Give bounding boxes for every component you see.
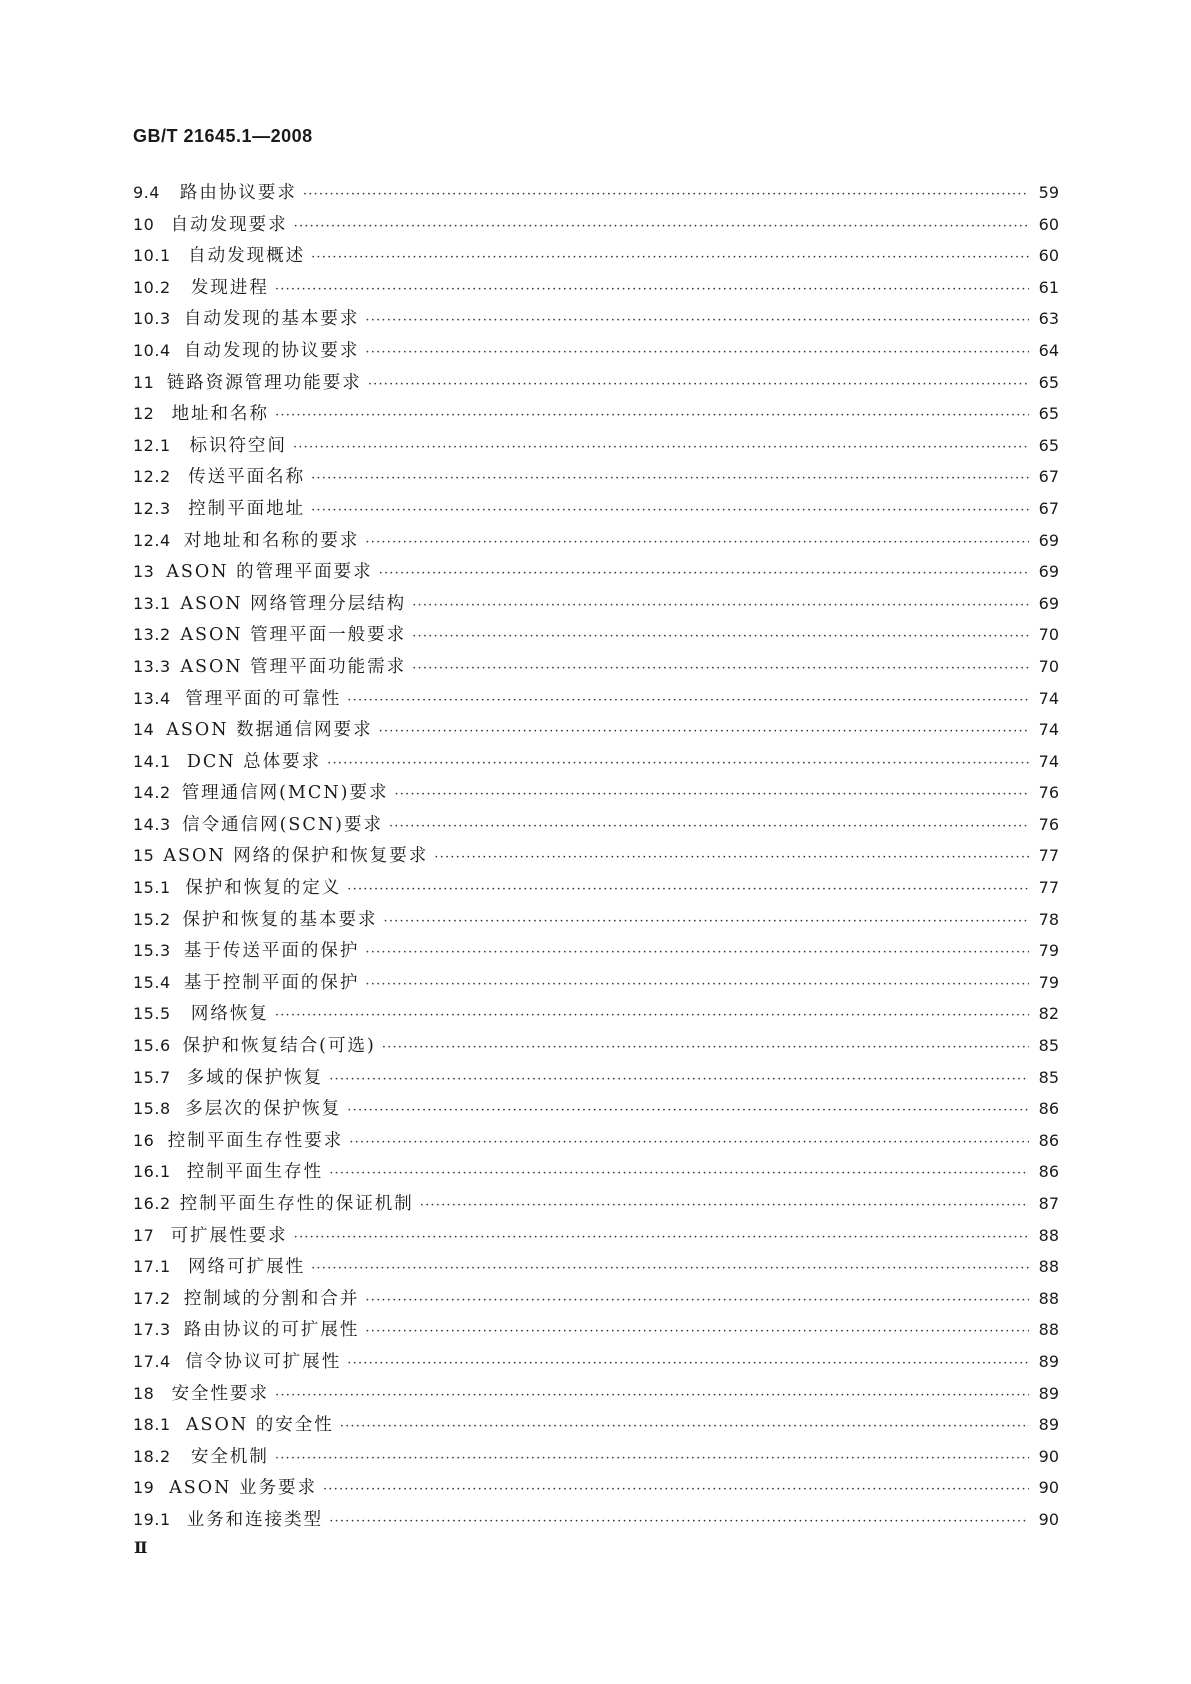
toc-entry[interactable] [133,842,1059,874]
toc-dot-leader [311,503,1029,518]
toc-dot-leader [275,282,1029,297]
toc-entry-page: 87 [1038,1194,1059,1213]
toc-entry-title: 保护和恢复的基本要求 [182,909,378,930]
toc-entry-title: 地址和名称 [171,404,270,425]
toc-entry[interactable] [133,1411,1059,1443]
toc-entry-title: 安全性要求 [171,1383,270,1404]
toc-entry[interactable] [133,1285,1059,1317]
toc-dot-leader [412,661,1029,676]
toc-entry-title: 链路资源管理功能要求 [166,372,362,393]
toc-entry-page: 69 [1038,593,1059,613]
toc-entry-number: 18.2 [133,1446,171,1466]
toc-entry-title: 标识符空间 [189,435,287,456]
toc-dot-leader [379,566,1029,581]
toc-entry-page: 88 [1038,1225,1059,1245]
toc-entry[interactable] [133,242,1059,274]
toc-entry-number: 10.4 [133,340,171,360]
toc-entry-page: 89 [1038,1383,1059,1403]
toc-entry-number: 14.2 [133,783,171,803]
toc-entry-number: 18.1 [133,1415,171,1435]
toc-entry[interactable] [133,874,1059,906]
toc-entry-number: 15.5 [133,1004,171,1024]
toc-dot-leader [275,408,1029,423]
toc-entry-title: ASON 的安全性 [185,1415,334,1436]
toc-dot-leader [382,1040,1029,1055]
toc-entry-page: 74 [1038,751,1059,771]
toc-entry[interactable] [133,1380,1059,1412]
toc-entry-title: 自动发现概述 [188,246,306,267]
toc-entry[interactable] [133,1222,1059,1254]
toc-entry-number: 10.1 [133,246,171,266]
toc-entry[interactable] [133,748,1059,780]
toc-entry-page: 60 [1038,214,1059,234]
toc-entry-number: 14 [133,720,155,740]
toc-entry-page: 78 [1038,909,1059,929]
toc-dot-leader [329,1514,1029,1529]
toc-dot-leader [412,598,1029,613]
toc-dot-leader [347,1103,1029,1118]
toc-entry-number: 9.4 [133,183,160,202]
toc-entry[interactable] [133,274,1059,306]
toc-entry[interactable] [133,590,1059,622]
toc-entry-title: 控制平面生存性 [186,1162,324,1183]
toc-entry-number: 15.2 [133,909,171,929]
toc-entry-page: 86 [1038,1099,1059,1119]
toc-entry-number: 15 [133,846,155,866]
toc-entry-page: 67 [1038,498,1059,518]
toc-dot-leader [327,756,1029,771]
toc-dot-leader [303,187,1029,202]
toc-entry[interactable] [133,906,1059,938]
toc-entry-number: 17 [133,1225,155,1245]
toc-entry-number: 13 [133,562,155,582]
toc-dot-leader [389,819,1029,834]
toc-dot-leader [365,945,1029,960]
toc-entry-page: 88 [1038,1288,1059,1308]
toc-entry[interactable] [133,1253,1059,1285]
toc-entry-number: 15.3 [133,941,171,961]
toc-entry[interactable] [133,337,1059,369]
toc-entry[interactable] [133,1158,1059,1190]
toc-entry-title: 信令通信网(SCN)要求 [182,814,383,835]
toc-entry-page: 89 [1038,1415,1059,1435]
toc-entry-title: ASON 网络管理分层结构 [180,593,407,614]
toc-entry[interactable] [133,305,1059,337]
toc-entry-page: 63 [1038,309,1059,329]
toc-entry-title: 控制域的分割和合并 [183,1288,360,1309]
toc-entry[interactable] [133,1474,1059,1506]
toc-entry-title: ASON 的管理平面要求 [166,562,373,583]
toc-entry[interactable] [133,1190,1059,1222]
toc-dot-leader [275,1388,1029,1403]
toc-dot-leader [365,977,1029,992]
toc-dot-leader [349,1135,1029,1150]
toc-entry-page: 64 [1038,340,1059,360]
toc-entry-number: 17.3 [133,1320,171,1340]
toc-entry-title: 管理平面的可靠性 [185,688,342,709]
toc-entry-title: 业务和连接类型 [186,1509,324,1530]
toc-entry-page: 89 [1038,1351,1059,1371]
toc-entry[interactable] [133,369,1059,401]
toc-entry-page: 77 [1038,878,1059,898]
toc-dot-leader [365,1324,1029,1339]
toc-entry-number: 17.1 [133,1257,171,1277]
toc-entry-page: 69 [1038,562,1059,582]
toc-entry-title: ASON 管理平面功能需求 [180,656,407,677]
toc-entry-page: 65 [1038,372,1059,392]
toc-entry-title: 安全机制 [190,1446,269,1467]
toc-entry-title: 网络可扩展性 [188,1257,306,1278]
toc-entry-title: 控制平面生存性要求 [167,1130,344,1151]
toc-entry-title: 自动发现的协议要求 [183,340,360,361]
toc-entry[interactable] [133,1506,1059,1538]
toc-dot-leader [412,629,1029,644]
toc-entry[interactable] [133,969,1059,1001]
toc-dot-leader [340,1419,1029,1434]
toc-entry-page: 67 [1038,467,1059,487]
toc-entry-title: ASON 管理平面一般要求 [180,625,407,646]
toc-entry-number: 16 [133,1130,155,1150]
toc-entry-page: 88 [1038,1257,1059,1277]
toc-entry-title: 可扩展性要求 [170,1225,288,1246]
toc-entry[interactable] [133,527,1059,559]
toc-entry[interactable] [133,1032,1059,1064]
toc-dot-leader [311,250,1029,265]
toc-entry-page: 82 [1038,1004,1059,1024]
toc-dot-leader [368,377,1029,392]
toc-entry-number: 15.1 [133,878,171,898]
toc-entry[interactable] [133,1127,1059,1159]
toc-entry-page: 79 [1038,972,1059,992]
toc-entry-number: 19 [133,1478,155,1498]
toc-entry-page: 86 [1038,1130,1059,1150]
toc-entry[interactable] [133,400,1059,432]
toc-entry[interactable] [133,179,1059,211]
toc-entry-title: 传送平面名称 [188,467,306,488]
toc-dot-leader [275,1451,1029,1466]
toc-entry-title: 控制平面生存性的保证机制 [179,1194,414,1214]
toc-entry-page: 88 [1038,1320,1059,1340]
page-number: Ⅱ [134,1538,148,1557]
toc-entry-number: 15.7 [133,1067,171,1087]
toc-entry-number: 17.4 [133,1351,171,1371]
toc-entry-number: 12 [133,404,155,424]
toc-entry[interactable] [133,558,1059,590]
toc-entry[interactable] [133,716,1059,748]
table-of-contents [133,179,1059,1538]
toc-entry-title: DCN 总体要求 [186,751,322,772]
toc-entry-page: 70 [1038,656,1059,676]
document-id: GB/T 21645.1—2008 [133,126,313,146]
toc-dot-leader [329,1166,1029,1181]
toc-entry-title: 基于控制平面的保护 [183,972,360,993]
toc-entry-number: 12.2 [133,467,171,487]
toc-entry-number: 12.3 [133,498,171,518]
toc-entry-page: 70 [1038,625,1059,645]
toc-entry-page: 74 [1038,688,1059,708]
toc-dot-leader [347,1356,1029,1371]
toc-dot-leader [323,1482,1029,1497]
toc-entry-number: 16.2 [133,1194,171,1213]
toc-entry-number: 12.4 [133,530,171,550]
toc-dot-leader [294,1230,1029,1245]
toc-entry-page: 61 [1038,277,1059,297]
toc-entry-number: 11 [133,372,155,392]
toc-entry-page: 76 [1038,814,1059,834]
toc-entry[interactable] [133,1064,1059,1096]
toc-entry-title: 发现进程 [190,277,269,298]
toc-entry[interactable] [133,937,1059,969]
toc-entry-title: 自动发现的基本要求 [183,309,360,330]
toc-entry-number: 13.2 [133,625,171,645]
toc-dot-leader [275,1008,1029,1023]
toc-dot-leader [365,1293,1029,1308]
toc-entry-title: 网络恢复 [190,1004,269,1025]
toc-entry-title: 路由协议要求 [179,183,297,203]
toc-entry-page: 90 [1038,1446,1059,1466]
toc-entry-title: 多域的保护恢复 [186,1067,324,1088]
toc-entry-page: 90 [1038,1509,1059,1529]
toc-entry-page: 65 [1038,435,1059,455]
toc-entry-number: 16.1 [133,1162,171,1182]
toc-dot-leader [365,345,1029,360]
toc-entry-page: 59 [1038,183,1059,202]
toc-entry-title: 对地址和名称的要求 [183,530,360,551]
toc-entry-number: 13.1 [133,593,171,613]
toc-entry-page: 76 [1038,783,1059,803]
toc-entry-title: 多层次的保护恢复 [185,1099,342,1120]
toc-entry[interactable] [133,811,1059,843]
toc-entry-number: 15.4 [133,972,171,992]
toc-entry-number: 14.3 [133,814,171,834]
toc-entry[interactable] [133,1348,1059,1380]
toc-dot-leader [311,471,1029,486]
toc-entry-page: 90 [1038,1478,1059,1498]
toc-entry-title: ASON 网络的保护和恢复要求 [163,846,429,867]
toc-entry-number: 19.1 [133,1509,171,1529]
toc-entry[interactable] [133,432,1059,464]
toc-entry[interactable] [133,211,1059,243]
toc-entry-number: 10 [133,214,155,234]
toc-dot-leader [384,914,1029,929]
toc-entry[interactable] [133,621,1059,653]
toc-entry-page: 85 [1038,1067,1059,1087]
toc-entry[interactable] [133,685,1059,717]
toc-entry-number: 14.1 [133,751,171,771]
toc-entry-number: 13.4 [133,688,171,708]
toc-dot-leader [347,882,1029,897]
toc-entry-number: 18 [133,1383,155,1403]
toc-entry-page: 65 [1038,404,1059,424]
toc-entry-page: 85 [1038,1036,1059,1056]
toc-dot-leader [379,724,1029,739]
toc-entry-number: 17.2 [133,1288,171,1308]
toc-entry-page: 69 [1038,530,1059,550]
toc-entry-title: 基于传送平面的保护 [183,941,360,962]
toc-entry-number: 10.2 [133,277,171,297]
toc-entry[interactable] [133,1443,1059,1475]
toc-entry-title: ASON 数据通信网要求 [166,720,373,741]
toc-dot-leader [365,535,1029,550]
toc-entry-title: 管理通信网(MCN)要求 [181,783,389,804]
toc-entry-number: 10.3 [133,309,171,329]
toc-dot-leader [311,1261,1029,1276]
toc-entry[interactable] [133,653,1059,685]
toc-entry-number: 12.1 [133,435,171,455]
toc-dot-leader [294,219,1029,234]
toc-entry[interactable] [133,495,1059,527]
toc-entry-title: 路由协议的可扩展性 [183,1320,360,1341]
toc-entry-title: ASON 业务要求 [169,1478,317,1499]
toc-entry[interactable] [133,1000,1059,1032]
toc-entry-title: 信令协议可扩展性 [185,1351,342,1372]
toc-entry[interactable] [133,779,1059,811]
toc-entry[interactable] [133,1095,1059,1127]
toc-entry-page: 86 [1038,1162,1059,1182]
toc-entry-number: 15.6 [133,1036,171,1056]
toc-entry-number: 15.8 [133,1099,171,1119]
toc-dot-leader [329,1072,1029,1087]
toc-entry-title: 控制平面地址 [188,498,306,519]
toc-dot-leader [347,693,1029,708]
toc-dot-leader [420,1198,1029,1213]
toc-dot-leader [293,440,1029,455]
toc-entry-page: 60 [1038,246,1059,266]
toc-entry-title: 保护和恢复的定义 [185,878,342,899]
toc-entry-page: 79 [1038,941,1059,961]
toc-entry[interactable] [133,1316,1059,1348]
toc-entry-number: 13.3 [133,656,171,676]
toc-dot-leader [365,313,1029,328]
toc-entry-title: 自动发现要求 [170,214,288,235]
toc-entry-title: 保护和恢复结合(可选) [182,1036,376,1057]
toc-dot-leader [434,850,1029,865]
toc-dot-leader [394,787,1029,802]
toc-entry-page: 74 [1038,720,1059,740]
toc-entry-page: 77 [1038,846,1059,866]
toc-entry[interactable] [133,463,1059,495]
